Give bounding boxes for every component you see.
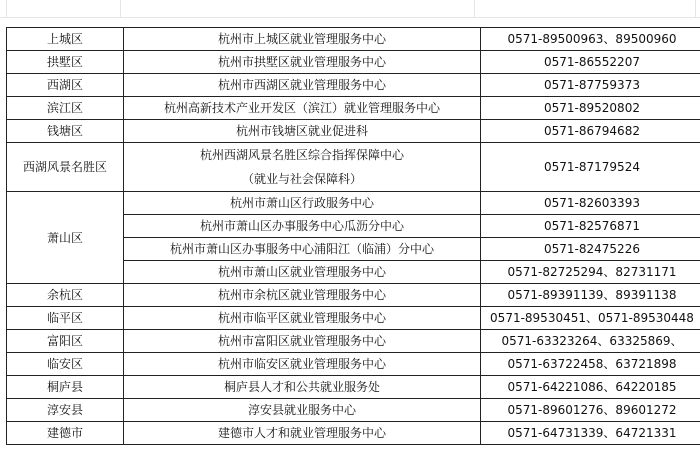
agency-cell: 桐庐县人才和公共就业服务处 [124,376,481,399]
table-row [7,422,700,445]
table-row [7,120,700,143]
district-cell: 拱墅区 [7,51,124,74]
grid-line [6,0,7,17]
district-cell: 西湖风景名胜区 [7,143,124,192]
district-cell: 淳安县 [7,399,124,422]
table-row [7,376,700,399]
table-row [7,97,700,120]
district-cell: 临平区 [7,307,124,330]
phone-cell: 0571-82576871 [481,215,700,238]
agency-cell: 杭州市上城区就业管理服务中心 [124,28,481,51]
phone-cell: 0571-86794682 [481,120,700,143]
table-row [7,51,700,74]
district-cell: 桐庐县 [7,376,124,399]
table-row [7,399,700,422]
table-row [7,284,700,307]
district-cell: 滨江区 [7,97,124,120]
phone-cell: 0571-89391139、89391138 [481,284,700,307]
phone-cell: 0571-64731339、64721331 [481,422,700,445]
district-cell: 富阳区 [7,330,124,353]
district-cell: 钱塘区 [7,120,124,143]
phone-cell: 0571-82725294、82731171 [481,261,700,284]
agency-cell: 杭州市拱墅区就业管理服务中心 [124,51,481,74]
phone-cell: 0571-87759373 [481,74,700,97]
agency-line-2: （就业与社会保障科） [241,172,362,186]
agency-cell: 杭州市临平区就业管理服务中心 [124,307,481,330]
phone-cell: 0571-89530451、0571-89530448 [481,307,700,330]
agency-cell: 杭州市萧山区行政服务中心 [124,192,481,215]
phone-cell: 0571-89601276、89601272 [481,399,700,422]
phone-cell: 0571-63722458、63721898 [481,353,700,376]
phone-cell: 0571-82603393 [481,192,700,215]
table-row [7,330,700,353]
phone-cell: 0571-82475226 [481,238,700,261]
agency-cell: 建德市人才和就业管理服务中心 [124,422,481,445]
truncated-header-row [0,0,700,17]
table-row [7,192,700,215]
employment-service-table [6,27,700,445]
district-cell: 建德市 [7,422,124,445]
table-row [7,74,700,97]
phone-cell: 0571-86552207 [481,51,700,74]
phone-cell: 0571-89520802 [481,97,700,120]
table-row [7,353,700,376]
table-row [7,307,700,330]
agency-cell: 杭州市萧山区办事服务中心瓜沥分中心 [124,215,481,238]
phone-cell: 0571-64221086、64220185 [481,376,700,399]
district-cell: 上城区 [7,28,124,51]
table-row [7,143,700,192]
district-cell: 萧山区 [7,192,124,284]
agency-cell: 淳安县就业服务中心 [124,399,481,422]
agency-cell: 杭州市钱塘区就业促进科 [124,120,481,143]
agency-cell: 杭州市萧山区办事服务中心浦阳江（临浦）分中心 [124,238,481,261]
grid-line [0,17,700,18]
agency-line-1: 杭州西湖风景名胜区综合指挥保障中心 [199,148,404,162]
agency-cell: 杭州市富阳区就业管理服务中心 [124,330,481,353]
table-row [7,28,700,51]
agency-cell: 杭州市萧山区就业管理服务中心 [124,261,481,284]
agency-cell: 杭州高新技术产业开发区（滨江）就业管理服务中心 [124,97,481,120]
phone-cell: 0571-87179524 [481,143,700,192]
district-cell: 余杭区 [7,284,124,307]
agency-cell [124,143,481,192]
grid-line [695,0,696,17]
phone-cell: 0571-63323264、63325869、 [481,330,700,353]
grid-line [120,0,121,17]
phone-cell: 0571-89500963、89500960 [481,28,700,51]
district-cell: 临安区 [7,353,124,376]
district-cell: 西湖区 [7,74,124,97]
grid-line [474,0,475,17]
agency-cell: 杭州市西湖区就业管理服务中心 [124,74,481,97]
agency-cell: 杭州市余杭区就业管理服务中心 [124,284,481,307]
agency-cell: 杭州市临安区就业管理服务中心 [124,353,481,376]
